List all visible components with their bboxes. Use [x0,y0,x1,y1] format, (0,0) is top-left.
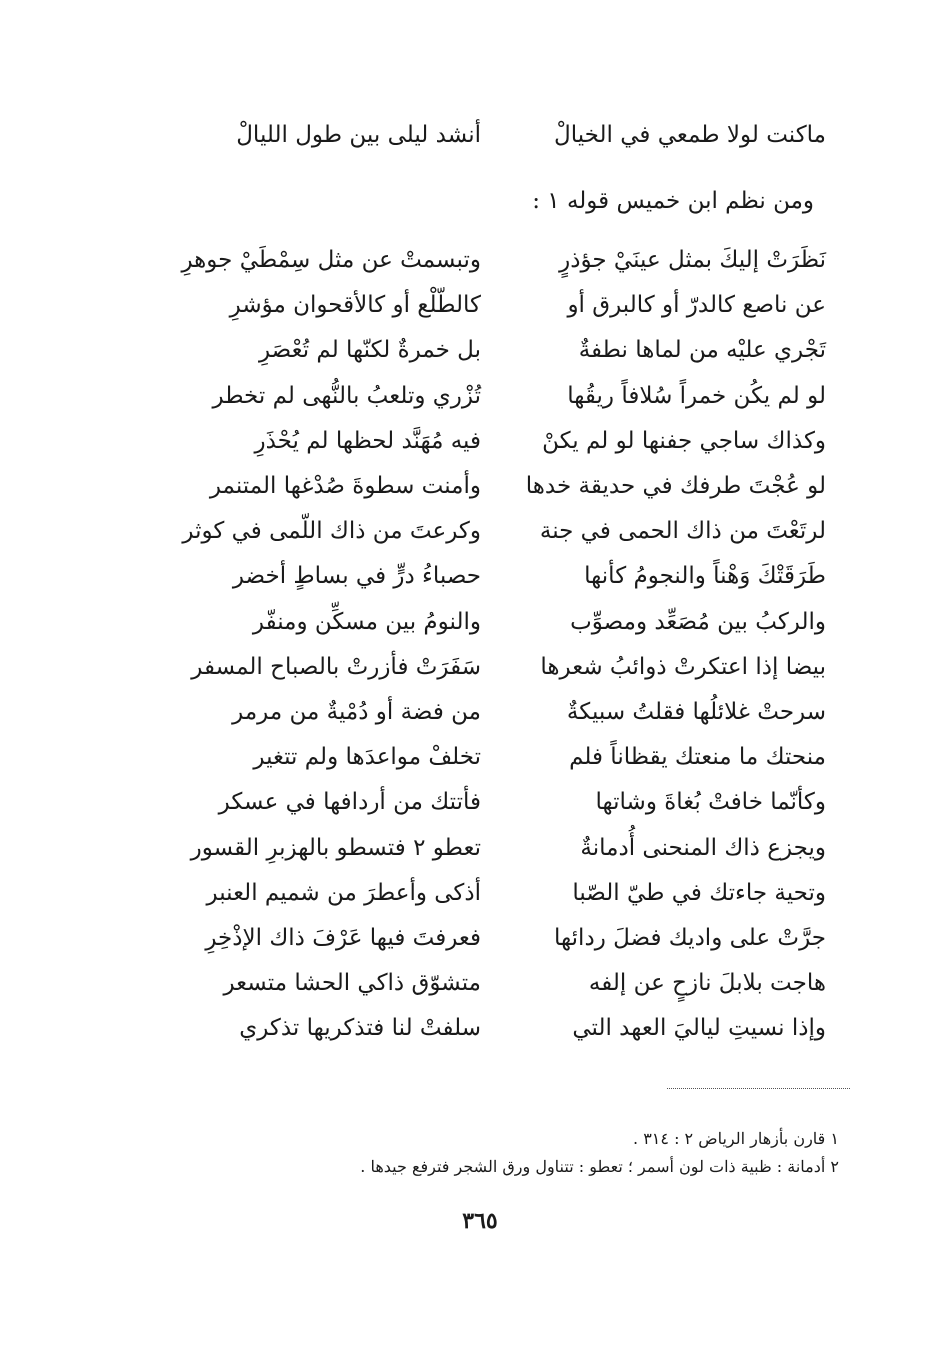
subheading: ومن نظم ابن خميس قوله ١ : [532,188,814,214]
verse-right-hemistich: وإذا نسيتِ لياليَ العهد التي [572,1015,826,1041]
page-number: ٣٦٥ [462,1208,498,1234]
verse-left-hemistich: كالطّلْع أو كالأقحوان مؤشرِ [229,292,481,318]
verse-right-hemistich: نَظَرَتْ إليكَ بمثل عينَيْ جؤذرٍ [559,247,826,273]
verse-left-hemistich: سلفتْ لنا فتذكريها تذكري [239,1015,481,1041]
intro-verse-left: أنشد ليلى بين طول الليالْ [236,122,481,148]
intro-verse-right: ماكنت لولا طمعي في الخيالْ [554,122,826,148]
verse-left-hemistich: والنومُ بين مسكِّن ومنفّر [252,609,481,635]
verse-right-hemistich: لرتَعْتَ من ذاك الحمى في جنة [539,518,826,544]
footnote-separator [667,1088,850,1089]
verse-right-hemistich: لو لم يكُن خمراً سُلافاً ريقُها [567,383,826,409]
verse-left-hemistich: أذكى وأعطرَ من شميم العنبر [206,880,481,906]
verse-left-hemistich: سَفَرَتْ فأزرتْ بالصباح المسفر [191,654,481,680]
verse-left-hemistich: بل خمرةٌ لكنّها لم تُعْصَرِ [258,337,481,363]
verse-right-hemistich: وكأنّما خافتْ بُغاةَ وشاتها [595,789,826,815]
verse-left-hemistich: تخلفْ مواعدَها ولم تتغير [253,744,481,770]
verse-left-hemistich: تُزْري وتلعبُ بالنُّهى لم تخطر [212,383,481,409]
verse-left-hemistich: فأتتك من أردافها في عسكر [218,789,481,815]
verse-right-hemistich: والركبُ بين مُصَعِّد ومصوِّب [570,609,826,635]
verse-right-hemistich: طَرَقَتْكَ وَهْناً والنجومُ كأنها [584,563,826,589]
verse-right-hemistich: وتحية جاءتك في طيّ الصّبا [572,880,826,906]
verse-right-hemistich: ويجزع ذاك المنحنى أُدمانةٌ [580,835,826,861]
verse-left-hemistich: متشوّق ذاكي الحشا متسعر [223,970,481,996]
verse-left-hemistich: فيه مُهَنَّد لحظها لم يُحْذَرِ [254,428,481,454]
footnote-2: ٢ أدمانة : ظبية ذات لون أسمر ؛ تعطو : تتناول ورق الشجر فترفع جيدها . [360,1157,839,1176]
verse-left-hemistich: وكرعتَ من ذاك اللّمى في كوثر [182,518,481,544]
verse-right-hemistich: تَجْري عليْه من لماها نطفةٌ [578,337,826,363]
verse-right-hemistich: عن ناصع كالدرّ أو كالبرق أو [567,292,826,318]
verse-right-hemistich: منحتك ما منعتك يقظاناً فلم [569,744,826,770]
verse-left-hemistich: من فضة أو دُمْيةٌ من مرمر [232,699,481,725]
verse-left-hemistich: حصباءُ درٍّ في بساطٍ أخضر [232,563,481,589]
verse-right-hemistich: سرحتْ غلائلُها فقلتُ سبيكةٌ [566,699,826,725]
verse-left-hemistich: وتبسمتْ عن مثل سِمْطَيْ جوهرِ [181,247,481,273]
verse-right-hemistich: لو عُجْتَ طرفك في حديقة خدها [525,473,826,499]
verse-left-hemistich: فعرفتَ فيها عَرْفَ ذاك الإذْخِرِ [205,925,481,951]
verse-right-hemistich: هاجت بلابلَ نازحٍ عن إلفه [588,970,826,996]
footnote-1: ١ قارن بأزهار الرياض ٢ : ٣١٤ . [633,1129,839,1148]
verse-left-hemistich: تعطو ٢ فتسطو بالهزبرِ القسور [190,835,481,861]
verse-right-hemistich: جرَّتْ على واديك فضلَ ردائها [554,925,826,951]
verse-right-hemistich: بيضا إذا اعتكرتْ ذوائبُ شعرها [540,654,826,680]
verse-left-hemistich: وأمنت سطوةَ صُدْغها المتنمر [209,473,481,499]
verse-right-hemistich: وكذاك ساجي جفنها لو لم يكنْ [542,428,826,454]
